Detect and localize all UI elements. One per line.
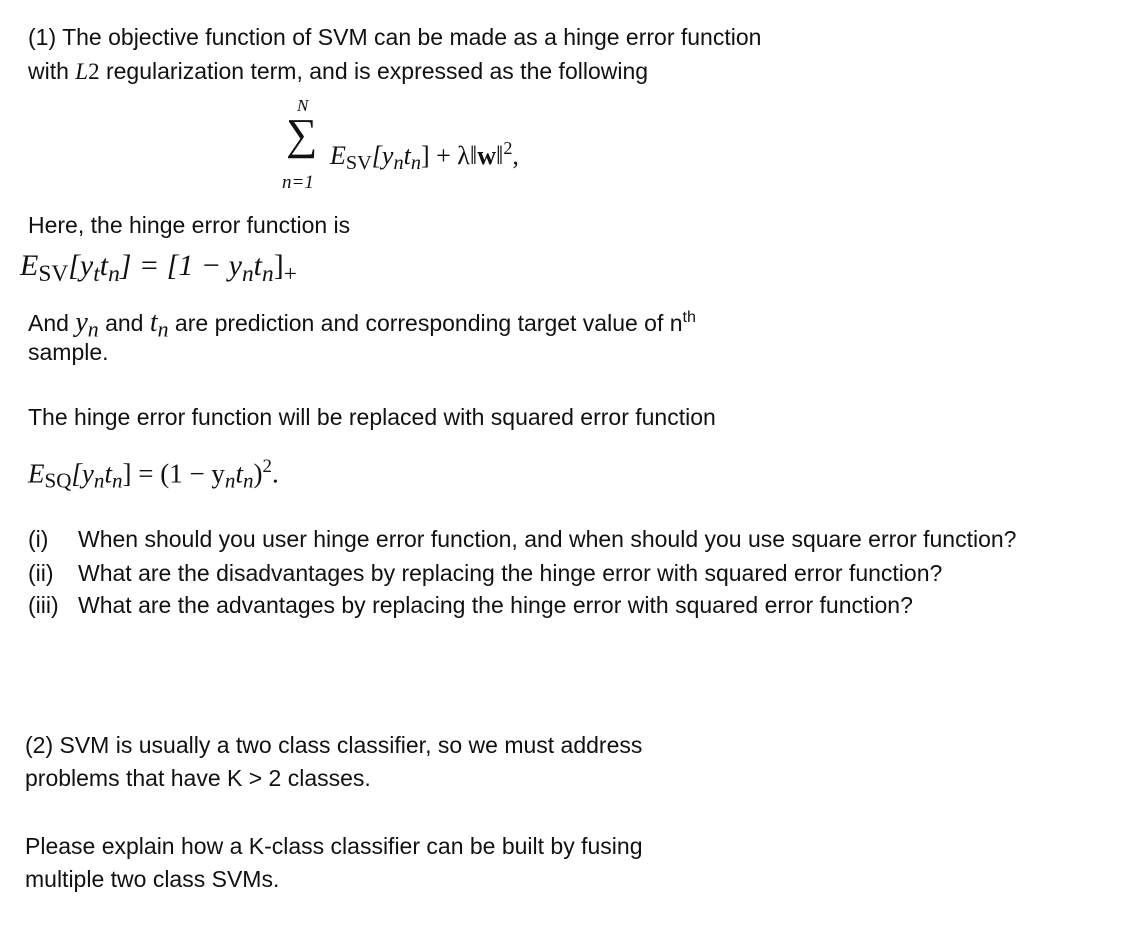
q1-intro-line2-post: regularization term, and is expressed as the following <box>99 58 649 84</box>
objective-formula: ESV[yntn] + λ‖w‖$^2$, <box>330 138 519 175</box>
question-item-ii: (ii) What are the disadvantages by replacing the hinge error with squared error function? <box>28 560 943 586</box>
q1-intro-line1: (1) The objective function of SVM can be made as a hinge error function <box>28 24 762 50</box>
replace-line: The hinge error function will be replaced with squared error function <box>28 404 716 430</box>
question-item-i: (i) When should you user hinge error function, and when should you use square error function? <box>28 526 1017 552</box>
l2-symbol: L2 <box>75 59 100 84</box>
hinge-label: Here, the hinge error function is <box>28 212 351 238</box>
q2-line1: (2) SVM is usually a two class classifier, so we must address <box>25 732 643 758</box>
sum-lower-limit: n=1 <box>282 172 314 193</box>
definition-line: And yn and tn are prediction and corresponding target value of $n^{th}$ <box>28 306 696 342</box>
q2-line4: multiple two class SVMs. <box>25 866 280 892</box>
hinge-formula: ESV[yttn] = [1 − yntn]+ <box>20 249 297 287</box>
sigma-symbol: ∑ <box>286 110 318 159</box>
q1-intro-line2 <box>28 56 648 87</box>
q2-line3: Please explain how a K-class classifier can be built by fusing <box>25 833 643 859</box>
question-item-iii: (iii) What are the advantages by replacing the hinge error with squared error function? <box>28 592 913 618</box>
q2-line2: problems that have K > 2 classes. <box>25 765 371 791</box>
sum-upper-limit: N <box>297 96 309 115</box>
q1-intro-line2-pre: with <box>28 58 76 84</box>
squared-formula: ESQ[yntn] = (1 − yntn)$^2$. <box>28 456 279 493</box>
sample-text: sample. <box>28 339 109 365</box>
